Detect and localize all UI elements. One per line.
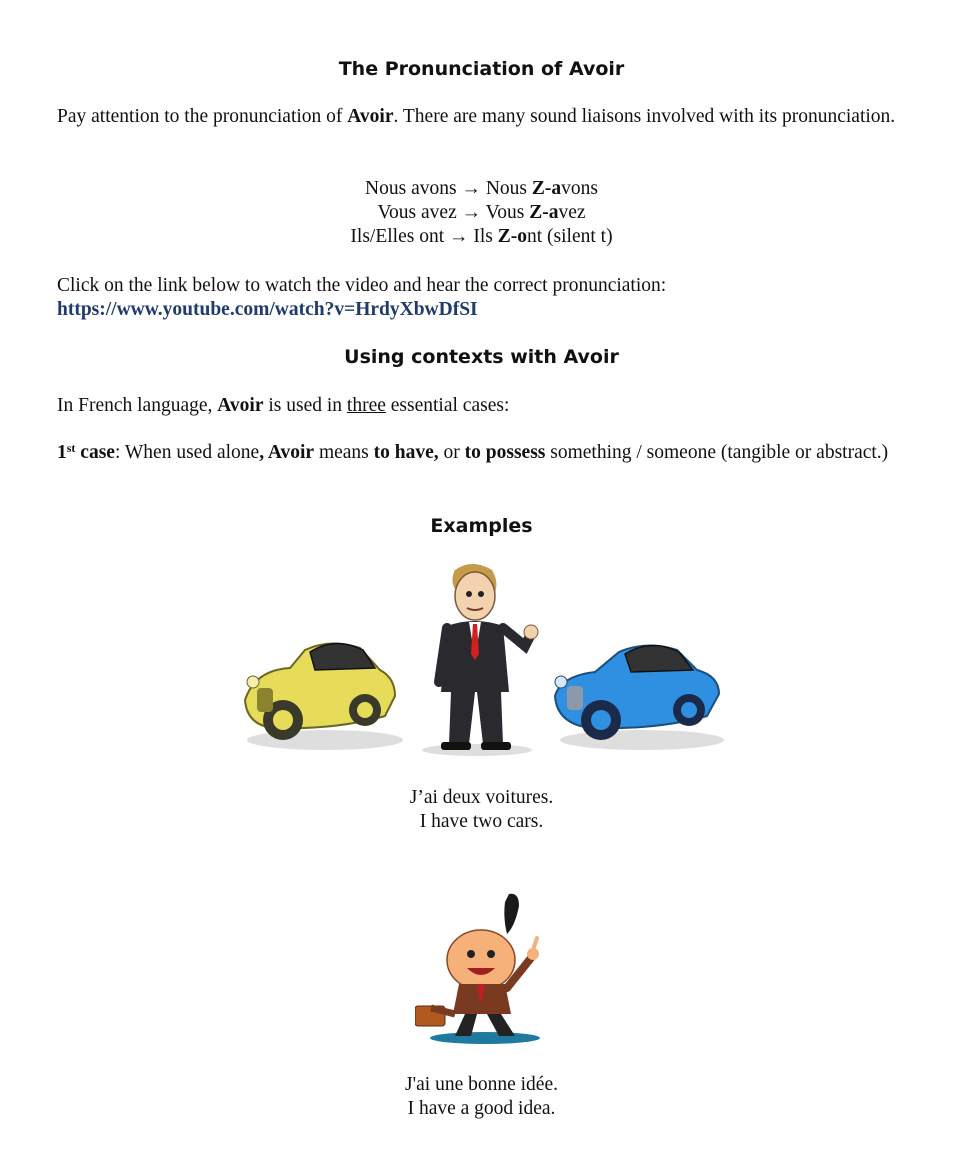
first-case-paragraph: 1st case: When used alone, Avoir means to have, or to possess something / someone (tangible or abstract.) bbox=[57, 441, 889, 463]
example-2-caption: J'ai une bonne idée. I have a good idea. bbox=[405, 1074, 558, 1119]
liaison-list bbox=[57, 177, 906, 249]
intro-paragraph: Pay attention to the pronunciation of Avoir. There are many sound liaisons involved with its pronunciation. bbox=[57, 106, 896, 127]
liaison-line: Nous avons → Nous Z-avons bbox=[365, 178, 598, 199]
link-intro: Click on the link below to watch the video and hear the correct pronunciation: bbox=[57, 275, 667, 296]
youtube-link[interactable]: https://www.youtube.com/watch?v=HrdyXbwDfSI bbox=[57, 299, 478, 320]
section-title-pronunciation: The Pronunciation of Avoir bbox=[338, 58, 625, 80]
section-title-contexts: Using contexts with Avoir bbox=[344, 346, 619, 368]
arrow-icon: → bbox=[461, 178, 481, 199]
contexts-paragraph: In French language, Avoir is used in three essential cases: bbox=[57, 395, 510, 416]
examples-title: Examples bbox=[430, 515, 533, 537]
blue-car-illustration bbox=[547, 630, 727, 752]
arrow-icon: → bbox=[449, 226, 469, 247]
liaison-line: Ils/Elles ont → Ils Z-ont (silent t) bbox=[350, 226, 613, 247]
video-link-block bbox=[57, 274, 906, 322]
idea-man-illustration bbox=[415, 888, 555, 1048]
businessman-illustration bbox=[417, 562, 547, 760]
example-1-caption: J’ai deux voitures. I have two cars. bbox=[409, 787, 554, 832]
liaison-line: Vous avez → Vous Z-avez bbox=[377, 202, 586, 223]
yellow-car-illustration bbox=[235, 630, 405, 752]
arrow-icon: → bbox=[461, 202, 482, 223]
